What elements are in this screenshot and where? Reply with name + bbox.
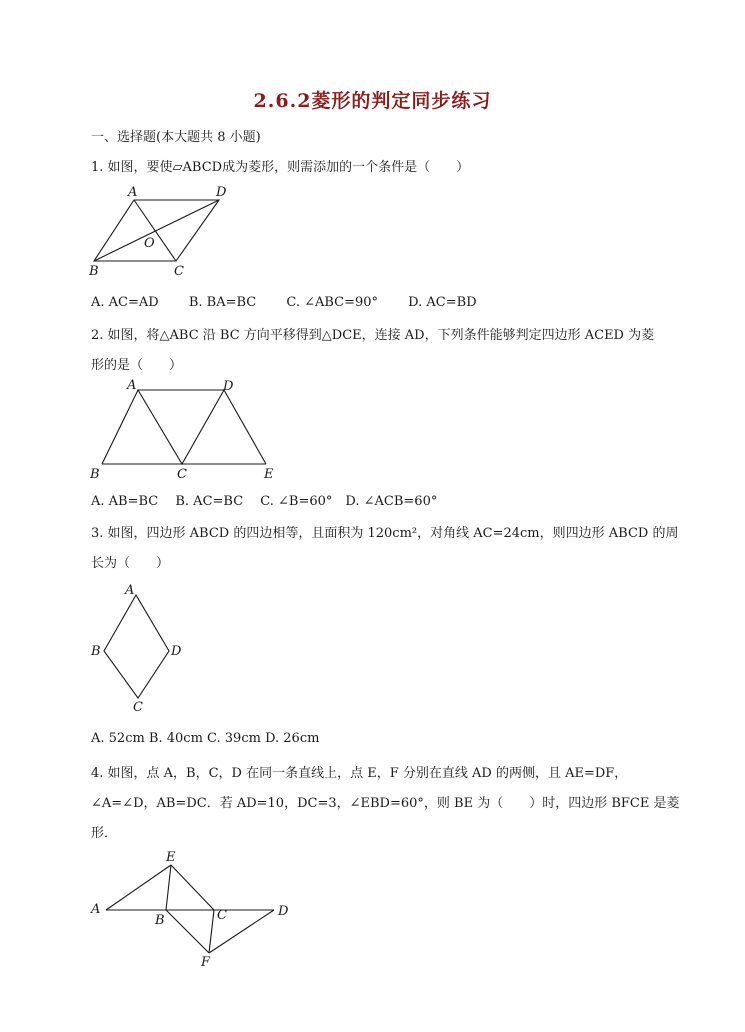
question-2-stem-line-1: 2. 如图，将△ABC 沿 BC 方向平移得到△DCE，连接 AD，下列条件能够判定四边形 ACED 为菱 [91,328,655,343]
label-e: E [166,850,176,865]
segment-bf [166,910,209,953]
label-o: O [144,236,155,251]
question-4-stem-line-1: 4. 如图，点 A，B，C，D 在同一条直线上，点 E，F 分别在直线 AD 的两侧，且 AE=DF， [91,766,628,781]
label-d: D [278,904,289,919]
label-b: B [155,913,165,928]
question-3-figure [86,580,186,715]
label-b: B [89,264,99,279]
diagonal-ac [134,200,176,261]
label-e: E [264,467,274,482]
question-3-stem-line-1: 3. 如图，四边形 ABCD 的四边相等，且面积为 120cm²，对角线 AC=24cm，则四边形 ABCD 的周 [91,526,679,541]
rhombus-abcd [104,595,169,698]
label-c: C [217,908,227,923]
page-title: 2.6.2菱形的判定同步练习 [253,90,492,112]
label-a: A [128,185,138,200]
triangles-abc-dce [102,390,266,464]
question-2-options: A. AB=BC B. AC=BC C. ∠B=60° D. ∠ACB=60° [91,494,438,509]
question-1-options: A. AC=AD B. BA=BC C. ∠ABC=90° D. AC=BD [91,295,477,310]
label-a: A [125,583,135,598]
segment-eb [166,865,171,910]
question-3-options: A. 52cm B. 40cm C. 39cm D. 26cm [91,731,320,746]
label-d: D [171,644,182,659]
label-d: D [223,379,234,394]
section-heading: 一、选择题(本大题共 8 小题) [91,130,261,145]
label-c: C [174,264,184,279]
segment-ec [171,865,214,910]
diagonal-bd [94,200,219,261]
label-c: C [133,700,143,715]
question-3-stem-line-2: 长为（ ） [91,556,170,571]
segment-ae [106,865,171,910]
segment-cf [209,910,214,953]
label-b: B [91,644,101,659]
question-4-stem-line-3: 形． [91,826,118,841]
label-c: C [177,467,187,482]
label-a: A [91,902,101,917]
label-f: F [201,955,211,970]
question-1-stem: 1. 如图，要使▱ABCD成为菱形，则需添加的一个条件是（ ） [91,160,470,175]
question-1-figure [86,183,236,278]
label-b: B [90,467,100,482]
label-a: A [127,378,137,393]
label-d: D [216,185,227,200]
question-4-figure [86,845,301,970]
question-2-stem-line-2: 形的是（ ） [91,358,183,373]
question-4-stem-line-2: ∠A=∠D，AB=DC．若 AD=10，DC=3，∠EBD=60°，则 BE 为（ ）时，四边形 BFCE 是菱 [91,796,680,811]
question-2-figure [86,378,286,484]
